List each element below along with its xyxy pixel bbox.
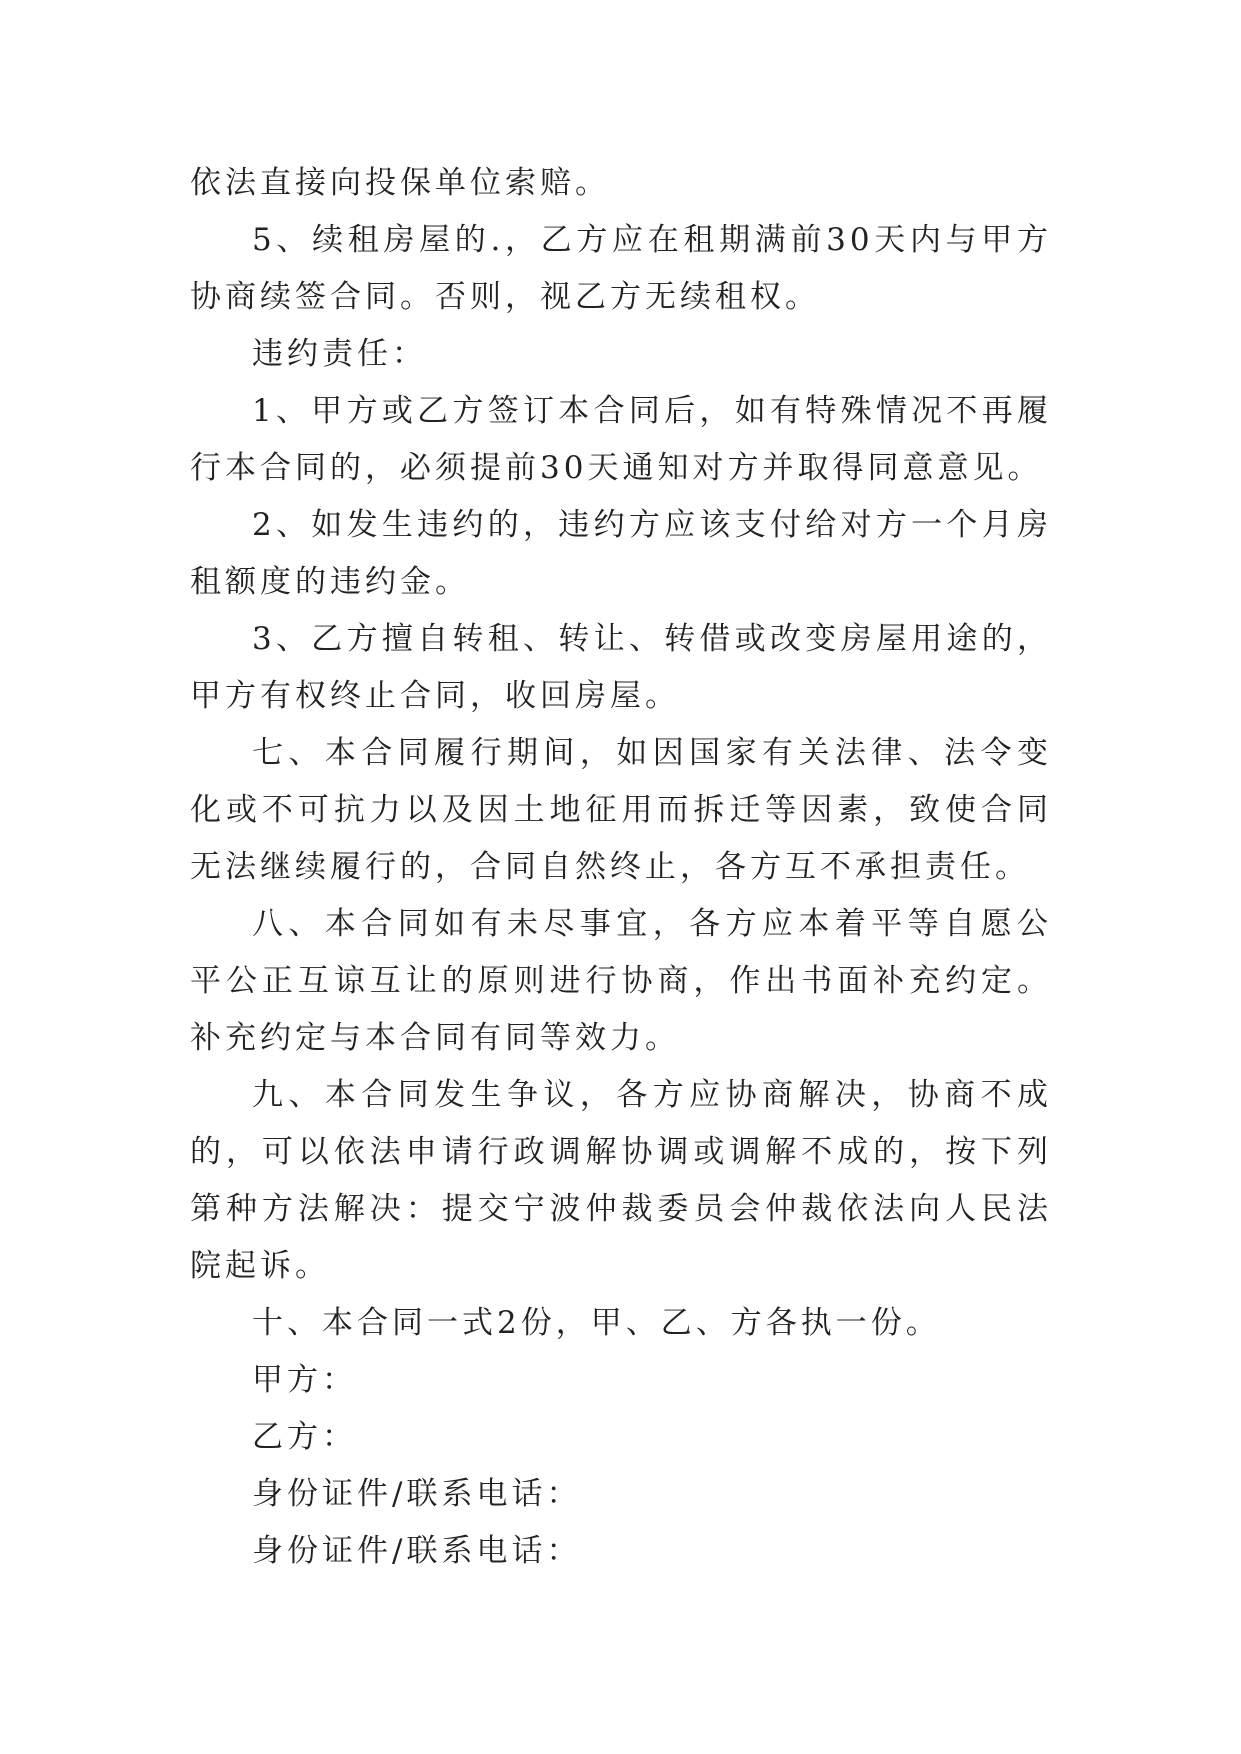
paragraph-article-10: 十、本合同一式2份，甲、乙、方各执一份。 [252,1305,941,1341]
signature-party-a: 甲方： [252,1362,357,1398]
paragraph-breach-1: 1、甲方或乙方签订本合同后，如有特殊情况不再履行本合同的，必须提前30天通知对方并取得同意意见。 [190,393,1052,486]
heading-breach-liability: 违约责任： [252,336,427,372]
paragraph-breach-3: 3、乙方擅自转租、转让、转借或改变房屋用途的，甲方有权终止合同，收回房屋。 [190,621,1052,714]
signature-party-b: 乙方： [252,1419,357,1455]
paragraph-breach-2: 2、如发生违约的，违约方应该支付给对方一个月房租额度的违约金。 [190,507,1052,600]
signature-id-phone-b: 身份证件/联系电话： [252,1533,582,1569]
paragraph-article-9: 九、本合同发生争议，各方应协商解决，协商不成的，可以依法申请行政调解协调或调解不成的，按下列第种方法解决：提交宁波仲裁委员会仲裁依法向人民法院起诉。 [190,1077,1052,1284]
paragraph-renewal: 5、续租房屋的.，乙方应在租期满前30天内与甲方协商续签合同。否则，视乙方无续租权。 [190,222,1052,315]
paragraph-article-7: 七、本合同履行期间，如因国家有关法律、法令变化或不可抗力以及因土地征用而拆迁等因素，致使合同无法继续履行的，合同自然终止，各方互不承担责任。 [190,735,1052,885]
document-page [190,155,1052,1580]
paragraph-article-8: 八、本合同如有未尽事宜，各方应本着平等自愿公平公正互谅互让的原则进行协商，作出书面补充约定。补充约定与本合同有同等效力。 [190,906,1052,1056]
signature-id-phone-a: 身份证件/联系电话： [252,1476,582,1512]
paragraph-claim-continuation: 依法直接向投保单位索赔。 [190,165,610,201]
